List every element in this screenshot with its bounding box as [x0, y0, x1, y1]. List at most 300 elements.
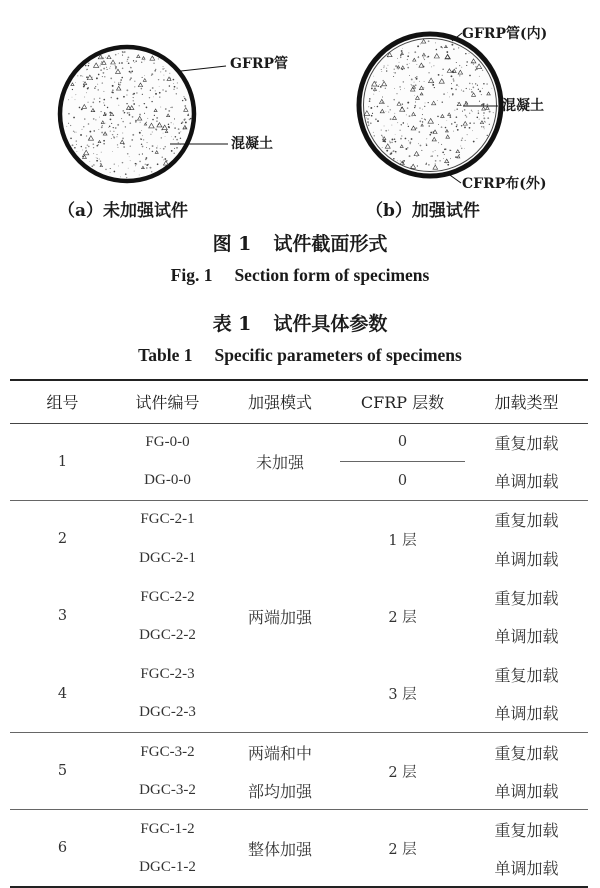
- header-cfrp-layers: CFRP 层数: [340, 380, 465, 423]
- aggregate-dot: [173, 152, 175, 154]
- aggregate-dot: [75, 99, 76, 100]
- aggregate-dot: [417, 165, 418, 166]
- aggregate-dot: [127, 61, 128, 62]
- aggregate-dot: [152, 131, 153, 132]
- aggregate-dot: [112, 85, 114, 87]
- aggregate-dot: [457, 102, 458, 103]
- aggregate-dot: [73, 131, 74, 132]
- aggregate-dot: [141, 130, 142, 131]
- aggregate-dot: [381, 129, 382, 130]
- aggregate-dot: [411, 84, 412, 85]
- aggregate-dot: [478, 110, 479, 111]
- aggregate-dot: [117, 98, 119, 100]
- aggregate-dot: [173, 83, 174, 84]
- aggregate-dot: [425, 163, 426, 164]
- aggregate-dot: [115, 127, 117, 129]
- aggregate-dot: [157, 163, 159, 165]
- aggregate-dot: [395, 151, 397, 153]
- aggregate-dot: [91, 165, 93, 167]
- aggregate-dot: [171, 136, 172, 137]
- aggregate-dot: [476, 138, 477, 139]
- aggregate-dot: [451, 44, 453, 46]
- aggregate-dot: [146, 107, 148, 109]
- loading-type: 重复加载: [494, 434, 559, 454]
- cfrp-sheet-b: [359, 34, 501, 176]
- aggregate-dot: [393, 76, 394, 77]
- aggregate-dot: [481, 126, 482, 127]
- aggregate-dot: [83, 81, 84, 82]
- subfigure-b-label: （b）加强试件: [366, 201, 480, 221]
- aggregate-dot: [133, 93, 135, 95]
- aggregate-dot: [113, 136, 114, 137]
- aggregate-dot: [425, 103, 426, 104]
- aggregate-dot: [118, 105, 119, 106]
- aggregate-dot: [72, 89, 73, 90]
- aggregate-dot: [127, 109, 128, 110]
- aggregate-dot: [374, 106, 375, 107]
- aggregate-dot: [423, 89, 424, 90]
- aggregate-dot: [479, 76, 480, 77]
- aggregate-dot: [119, 62, 120, 63]
- aggregate-dot: [464, 105, 465, 106]
- aggregate-dot: [408, 126, 409, 127]
- leader-gfrp-a: [181, 66, 226, 71]
- aggregate-dot: [122, 68, 124, 70]
- aggregate-dot: [402, 104, 403, 105]
- aggregate-dot: [465, 115, 467, 117]
- aggregate-dot: [133, 100, 134, 101]
- loading-type: 单调加载: [494, 549, 559, 569]
- aggregate-dot: [382, 136, 383, 137]
- aggregate-dot: [401, 124, 402, 125]
- aggregate-dot: [395, 134, 396, 135]
- aggregate-dot: [147, 142, 148, 143]
- aggregate-dot: [139, 154, 140, 155]
- aggregate-dot: [461, 140, 463, 142]
- aggregate-dot: [421, 150, 422, 151]
- aggregate-dot: [115, 66, 117, 68]
- aggregate-dot: [114, 82, 115, 83]
- specimen-id: DGC-2-3: [115, 694, 220, 733]
- aggregate-dot: [405, 148, 407, 150]
- aggregate-dot: [120, 79, 122, 81]
- cfrp-layers: 0: [340, 423, 465, 462]
- aggregate-dot: [122, 162, 124, 164]
- aggregate-dot: [80, 134, 82, 136]
- aggregate-dot: [465, 53, 466, 54]
- aggregate-dot: [400, 55, 401, 56]
- aggregate-dot: [101, 111, 102, 112]
- aggregate-dot: [115, 68, 117, 70]
- aggregate-dot: [453, 48, 454, 49]
- aggregate-dot: [146, 147, 147, 148]
- aggregate-dot: [111, 138, 112, 139]
- aggregate-dot: [144, 60, 145, 61]
- aggregate-dot: [469, 127, 471, 129]
- cfrp-layers: 2 层: [340, 733, 465, 810]
- aggregate-dot: [146, 157, 148, 159]
- aggregate-dot: [112, 134, 113, 135]
- group-number: 3: [57, 608, 68, 625]
- aggregate-dot: [368, 124, 369, 125]
- aggregate-dot: [397, 122, 398, 123]
- aggregate-dot: [385, 88, 386, 89]
- aggregate-dot: [88, 65, 90, 67]
- aggregate-dot: [79, 107, 81, 109]
- header-reinforcement-mode: 加强模式: [220, 380, 340, 423]
- aggregate-dot: [121, 77, 123, 79]
- aggregate-dot: [397, 160, 398, 161]
- aggregate-dot: [367, 118, 368, 119]
- aggregate-dot: [97, 89, 99, 91]
- aggregate-dot: [135, 120, 137, 122]
- aggregate-dot: [157, 146, 158, 147]
- aggregate-dot: [101, 132, 103, 134]
- aggregate-dot: [174, 86, 176, 88]
- aggregate-dot: [428, 164, 430, 166]
- aggregate-dot: [103, 99, 105, 101]
- aggregate-dot: [442, 75, 443, 76]
- aggregate-dot: [76, 144, 77, 145]
- aggregate-dot: [155, 69, 156, 70]
- aggregate-dot: [169, 73, 170, 74]
- aggregate-dot: [488, 109, 489, 110]
- aggregate-dot: [177, 87, 178, 88]
- aggregate-dot: [423, 87, 424, 88]
- aggregate-dot: [418, 56, 419, 57]
- specimen-id: FGC-3-2: [140, 743, 195, 760]
- aggregate-dot: [371, 88, 373, 90]
- aggregate-dot: [155, 128, 157, 130]
- aggregate-dot: [123, 96, 125, 98]
- aggregate-dot: [75, 94, 76, 95]
- aggregate-dot: [144, 103, 145, 104]
- aggregate-dot: [467, 134, 468, 135]
- aggregate-dot: [482, 70, 483, 71]
- aggregate-dot: [176, 139, 178, 141]
- aggregate-dot: [400, 160, 401, 161]
- aggregate-dot: [451, 123, 452, 124]
- aggregate-dot: [70, 138, 72, 140]
- aggregate-dot: [88, 123, 90, 125]
- aggregate-dot: [473, 122, 475, 124]
- aggregate-dot: [145, 164, 146, 165]
- aggregate-dot: [105, 169, 107, 171]
- aggregate-dot: [98, 74, 100, 76]
- aggregate-dot: [103, 57, 105, 59]
- aggregate-dot: [158, 124, 159, 125]
- aggregate-dot: [459, 154, 460, 155]
- aggregate-dot: [379, 91, 380, 92]
- table-group-1: [10, 423, 588, 500]
- aggregate-dot: [92, 101, 94, 103]
- aggregate-dot: [402, 48, 403, 49]
- cfrp-layers: 1 层: [388, 532, 417, 549]
- aggregate-dot: [111, 123, 112, 124]
- aggregate-dot: [456, 124, 458, 126]
- aggregate-dot: [150, 134, 151, 135]
- aggregate-dot: [135, 165, 136, 166]
- aggregate-dot: [374, 135, 375, 136]
- aggregate-dot: [128, 56, 130, 58]
- aggregate-dot: [181, 122, 183, 124]
- aggregate-dot: [375, 81, 377, 83]
- aggregate-dot: [121, 62, 123, 64]
- callout-gfrp-tube-a: GFRP管: [230, 56, 289, 72]
- aggregate-dot: [144, 113, 145, 114]
- aggregate-dot: [391, 142, 393, 144]
- aggregate-dot: [110, 168, 111, 169]
- aggregate-dot: [429, 134, 431, 136]
- aggregate-dot: [483, 115, 484, 116]
- aggregate-dot: [384, 126, 385, 127]
- aggregate-dot: [379, 84, 380, 85]
- aggregate-dot: [469, 53, 470, 54]
- aggregate-dot: [420, 43, 421, 44]
- aggregate-dot: [424, 119, 425, 120]
- aggregate-dot: [414, 95, 415, 96]
- aggregate-dot: [185, 121, 187, 123]
- aggregate-dot: [141, 88, 143, 90]
- aggregate-dot: [381, 135, 383, 137]
- loading-type: 重复加载: [494, 588, 559, 608]
- aggregate-dot: [482, 88, 483, 89]
- figure-title-en: Section form of specimens: [234, 265, 430, 285]
- aggregate-dot: [148, 164, 149, 165]
- aggregate-dot: [407, 107, 409, 109]
- aggregate-dot: [370, 107, 372, 109]
- aggregate-dot: [399, 130, 400, 131]
- aggregate-dot: [461, 125, 462, 126]
- aggregate-dot: [134, 81, 135, 82]
- aggregate-dot: [469, 89, 470, 90]
- loading-type: 单调加载: [465, 462, 588, 501]
- aggregate-dot: [476, 69, 477, 70]
- aggregate-dot: [422, 121, 423, 122]
- aggregate-dot: [411, 85, 412, 86]
- header-loading-type: 加载类型: [465, 380, 588, 423]
- aggregate-dot: [477, 85, 478, 86]
- specimen-id: DGC-3-2: [115, 771, 220, 810]
- aggregate-dot: [481, 104, 482, 105]
- aggregate-dot: [93, 153, 94, 154]
- aggregate-dot: [107, 69, 108, 70]
- aggregate-dot: [392, 139, 394, 141]
- aggregate-dot: [175, 136, 177, 138]
- aggregate-dot: [171, 107, 173, 109]
- aggregate-dot: [484, 121, 486, 123]
- aggregate-dot: [377, 120, 379, 122]
- specimen-id: DGC-1-2: [115, 849, 220, 888]
- aggregate-dot: [418, 131, 420, 133]
- aggregate-dot: [96, 157, 97, 158]
- aggregate-dot: [442, 101, 443, 102]
- aggregate-dot: [82, 76, 83, 77]
- aggregate-dot: [483, 112, 485, 114]
- aggregate-dot: [396, 153, 397, 154]
- aggregate-dot: [94, 98, 95, 99]
- aggregate-dot: [489, 111, 491, 113]
- aggregate-dot: [143, 139, 144, 140]
- aggregate-dot: [384, 65, 385, 66]
- aggregate-dot: [442, 151, 444, 153]
- table-caption-zh: [0, 309, 600, 336]
- aggregate-dot: [122, 110, 124, 112]
- aggregate-dot: [445, 149, 446, 150]
- aggregate-dot: [393, 158, 395, 160]
- aggregate-dot: [416, 78, 418, 80]
- aggregate-dot: [409, 75, 410, 76]
- aggregate-dot: [415, 84, 417, 86]
- callout-concrete-a: 混凝土: [231, 136, 273, 152]
- callout-concrete-b: 混凝土: [502, 98, 544, 114]
- aggregate-dot: [416, 156, 417, 157]
- aggregate-dot: [390, 152, 392, 154]
- aggregate-dot: [442, 69, 443, 70]
- aggregate-dot: [404, 88, 405, 89]
- aggregate-dot: [451, 83, 452, 84]
- aggregate-dot: [475, 69, 476, 70]
- aggregate-dot: [113, 131, 114, 132]
- table-row: [10, 500, 588, 539]
- table-number-zh: 表 1: [212, 313, 252, 335]
- aggregate-dot: [117, 144, 118, 145]
- aggregate-dot: [139, 175, 140, 176]
- aggregate-dot: [102, 76, 103, 77]
- aggregate-dot: [95, 119, 96, 120]
- aggregate-dot: [150, 90, 151, 91]
- aggregate-dot: [134, 62, 135, 63]
- aggregate-dot: [438, 74, 440, 76]
- figure-caption-zh: [0, 229, 600, 256]
- aggregate-dot: [106, 67, 107, 68]
- aggregate-dot: [146, 122, 147, 123]
- aggregate-dot: [477, 117, 479, 119]
- aggregate-dot: [416, 64, 417, 65]
- aggregate-dot: [131, 139, 133, 141]
- aggregate-dot: [117, 124, 119, 126]
- aggregate-dot: [473, 141, 475, 143]
- aggregate-dot: [66, 126, 67, 127]
- aggregate-dot: [378, 85, 379, 86]
- aggregate-dot: [118, 166, 119, 167]
- aggregate-dot: [176, 147, 177, 148]
- aggregate-dot: [184, 118, 186, 120]
- aggregate-dot: [473, 64, 474, 65]
- aggregate-dot: [424, 81, 425, 82]
- aggregate-dot: [428, 72, 429, 73]
- aggregate-dot: [466, 88, 467, 89]
- aggregate-dot: [142, 94, 143, 95]
- aggregate-dot: [127, 59, 128, 60]
- aggregate-dot: [407, 59, 408, 60]
- aggregate-dot: [465, 140, 466, 141]
- aggregate-dot: [487, 117, 489, 119]
- aggregate-dot: [124, 112, 125, 113]
- aggregate-dot: [437, 116, 439, 118]
- aggregate-dot: [388, 112, 389, 113]
- aggregate-dot: [130, 146, 131, 147]
- aggregate-dot: [158, 79, 159, 80]
- aggregate-dot: [70, 125, 71, 126]
- aggregate-dot: [447, 164, 449, 166]
- aggregate-dot: [384, 141, 386, 143]
- cfrp-layers: 3 层: [340, 655, 465, 732]
- aggregate-dot: [392, 151, 393, 152]
- aggregate-dot: [407, 124, 408, 125]
- table-title-zh: 试件具体参数: [273, 313, 388, 335]
- aggregate-dot: [373, 132, 374, 133]
- aggregate-dot: [82, 156, 84, 158]
- gfrp-tube-a: [60, 47, 194, 181]
- aggregate-dot: [126, 94, 127, 95]
- aggregate-dot: [483, 83, 485, 85]
- aggregate-dot: [424, 106, 425, 107]
- aggregate-dot: [187, 114, 189, 116]
- aggregate-dot: [122, 121, 123, 122]
- aggregate-dot: [165, 70, 167, 72]
- aggregate-dot: [164, 146, 165, 147]
- aggregate-dot: [110, 172, 111, 173]
- aggregate-dot: [453, 71, 455, 73]
- aggregate-dot: [427, 57, 428, 58]
- aggregate-dot: [105, 123, 106, 124]
- aggregate-dot: [403, 122, 405, 124]
- aggregate-dot: [380, 86, 382, 88]
- aggregate-dot: [74, 132, 75, 133]
- aggregate-dot: [160, 107, 161, 108]
- aggregate-dot: [445, 127, 447, 129]
- aggregate-dot: [68, 123, 69, 124]
- aggregate-dot: [171, 122, 172, 123]
- specimen-id: FG-0-0: [145, 434, 190, 451]
- aggregate-dot: [122, 51, 124, 53]
- loading-type: 重复加载: [494, 820, 559, 840]
- aggregate-dot: [76, 140, 77, 141]
- aggregate-dot: [400, 57, 402, 59]
- aggregate-dot: [393, 72, 394, 73]
- aggregate-dot: [489, 124, 490, 125]
- callout-cfrp-sheet-outer-b: CFRP布(外): [462, 176, 547, 192]
- aggregate-dot: [454, 110, 455, 111]
- aggregate-dot: [99, 117, 100, 118]
- aggregate-dot: [159, 96, 160, 97]
- aggregate-dot: [414, 107, 415, 108]
- table-header-row: [10, 380, 588, 423]
- aggregate-dot: [116, 136, 117, 137]
- aggregate-dot: [417, 154, 418, 155]
- aggregate-dot: [374, 90, 376, 92]
- aggregate-dot: [159, 92, 161, 94]
- aggregate-dot: [423, 57, 424, 58]
- aggregate-dot: [114, 163, 115, 164]
- aggregate-dot: [450, 158, 451, 159]
- aggregate-dot: [461, 148, 462, 149]
- aggregate-dot: [162, 68, 163, 69]
- aggregate-dot: [422, 109, 423, 110]
- aggregate-dot: [165, 108, 167, 110]
- aggregate-dot: [126, 103, 127, 104]
- aggregate-dot: [439, 160, 440, 161]
- aggregate-dot: [407, 67, 409, 69]
- aggregate-dot: [173, 139, 174, 140]
- aggregate-dot: [442, 80, 443, 81]
- table-number-en: Table 1: [138, 345, 193, 365]
- aggregate-dot: [382, 102, 383, 103]
- aggregate-dot: [156, 120, 158, 122]
- aggregate-dot: [473, 87, 475, 89]
- aggregate-dot: [397, 58, 398, 59]
